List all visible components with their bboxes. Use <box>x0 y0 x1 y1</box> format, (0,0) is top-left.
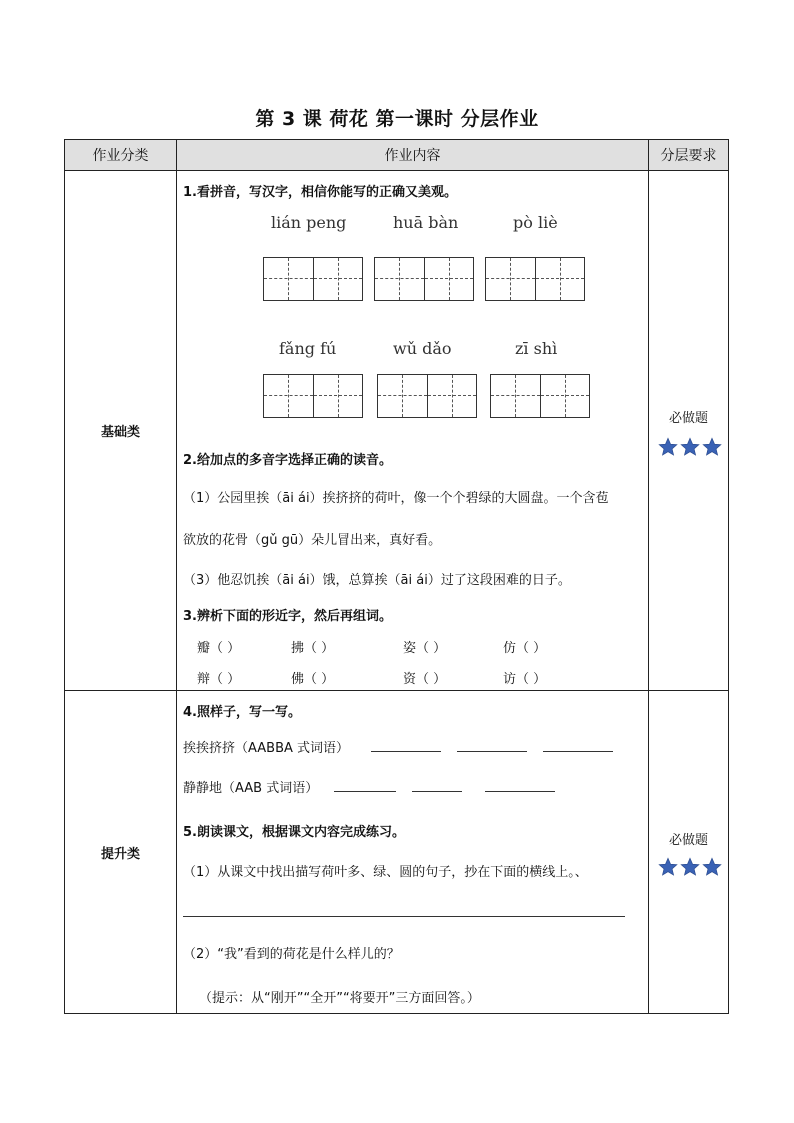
q3-item: 辩（ ） <box>197 672 241 687</box>
answer-blank[interactable] <box>485 779 555 792</box>
pinyin-3: pò liè <box>513 213 558 232</box>
basic-requirement <box>649 171 729 691</box>
header-content: 作业内容 <box>177 140 649 171</box>
star-icon <box>702 437 722 457</box>
q3-item: 姿（ ） <box>403 641 447 656</box>
q3-item: 拂（ ） <box>291 641 335 656</box>
answer-blank[interactable] <box>543 739 613 752</box>
answer-blank[interactable] <box>412 779 462 792</box>
q5-part-1: （1）从课文中找出描写荷叶多、绿、圆的句子，抄在下面的横线上。、 <box>183 865 588 880</box>
basic-row <box>65 171 729 691</box>
pinyin-2: huā bàn <box>393 213 459 232</box>
q4-line-1 <box>183 737 613 756</box>
pinyin-1: lián peng <box>271 213 347 232</box>
advanced-content <box>177 691 649 1014</box>
answer-blank[interactable] <box>334 779 396 792</box>
q5-title: 5.朗读课文，根据课文内容完成练习。 <box>183 825 405 840</box>
q3-item: 访（ ） <box>503 672 547 687</box>
q5-hint: （提示：从“刚开”“全开”“将要开”三方面回答。） <box>199 991 480 1006</box>
writing-grid-2[interactable] <box>374 257 474 301</box>
q4-title: 4.照样子，写一写。 <box>183 705 301 720</box>
advanced-stars <box>657 857 737 877</box>
writing-grid-1[interactable] <box>263 257 363 301</box>
q3-item: 佛（ ） <box>291 672 335 687</box>
basic-category: 基础类 <box>65 171 177 691</box>
advanced-requirement <box>649 691 729 1014</box>
q2-title: 2.给加点的多音字选择正确的读音。 <box>183 453 392 468</box>
q3-item: 仿（ ） <box>503 641 547 656</box>
answer-line[interactable] <box>183 916 625 917</box>
q5-part-2: （2）“我”看到的荷花是什么样儿的？ <box>183 947 400 962</box>
q2-line-3: （3）他忍饥挨（āi ái）饿，总算挨（āi ái）过了这段困难的日子。 <box>183 573 571 588</box>
homework-table <box>64 139 729 1014</box>
q2-line-2: 欲放的花骨（gǔ gū）朵儿冒出来，真好看。 <box>183 533 442 548</box>
writing-grid-3[interactable] <box>485 257 585 301</box>
star-icon <box>680 437 700 457</box>
pinyin-5: wǔ dǎo <box>393 339 452 358</box>
star-icon <box>680 857 700 877</box>
q3-title: 3.辨析下面的形近字，然后再组词。 <box>183 609 392 624</box>
q4-line-2-text: 静静地（AAB 式词语） <box>183 781 319 796</box>
q3-item: 资（ ） <box>403 672 447 687</box>
q3-item: 瓣（ ） <box>197 641 241 656</box>
header-category: 作业分类 <box>65 140 177 171</box>
star-icon <box>658 857 678 877</box>
writing-grid-5[interactable] <box>377 374 477 418</box>
advanced-row <box>65 691 729 1014</box>
answer-blank[interactable] <box>371 739 441 752</box>
q4-line-1-text: 挨挨挤挤（AABBA 式词语） <box>183 741 350 756</box>
star-icon <box>658 437 678 457</box>
basic-requirement-label: 必做题 <box>668 411 708 426</box>
q2-line-1: （1）公园里挨（āi ái）挨挤挤的荷叶，像一个个碧绿的大圆盘。一个含苞 <box>183 491 609 506</box>
star-icon <box>702 857 722 877</box>
q1-title: 1.看拼音，写汉字，相信你能写的正确又美观。 <box>183 185 457 200</box>
advanced-requirement-label: 必做题 <box>668 833 708 848</box>
header-requirement: 分层要求 <box>649 140 729 171</box>
pinyin-6: zī shì <box>515 339 558 358</box>
q3-row-2 <box>197 668 546 687</box>
q3-row-1 <box>197 637 546 656</box>
advanced-category: 提升类 <box>65 691 177 1014</box>
writing-grid-4[interactable] <box>263 374 363 418</box>
basic-content <box>177 171 649 691</box>
q4-line-2 <box>183 777 555 796</box>
writing-grid-6[interactable] <box>490 374 590 418</box>
pinyin-4: fǎng fú <box>279 339 337 358</box>
page-title: 第 3 课 荷花 第一课时 分层作业 <box>255 108 539 130</box>
answer-blank[interactable] <box>457 739 527 752</box>
header-row <box>65 140 729 171</box>
basic-stars <box>657 437 737 457</box>
